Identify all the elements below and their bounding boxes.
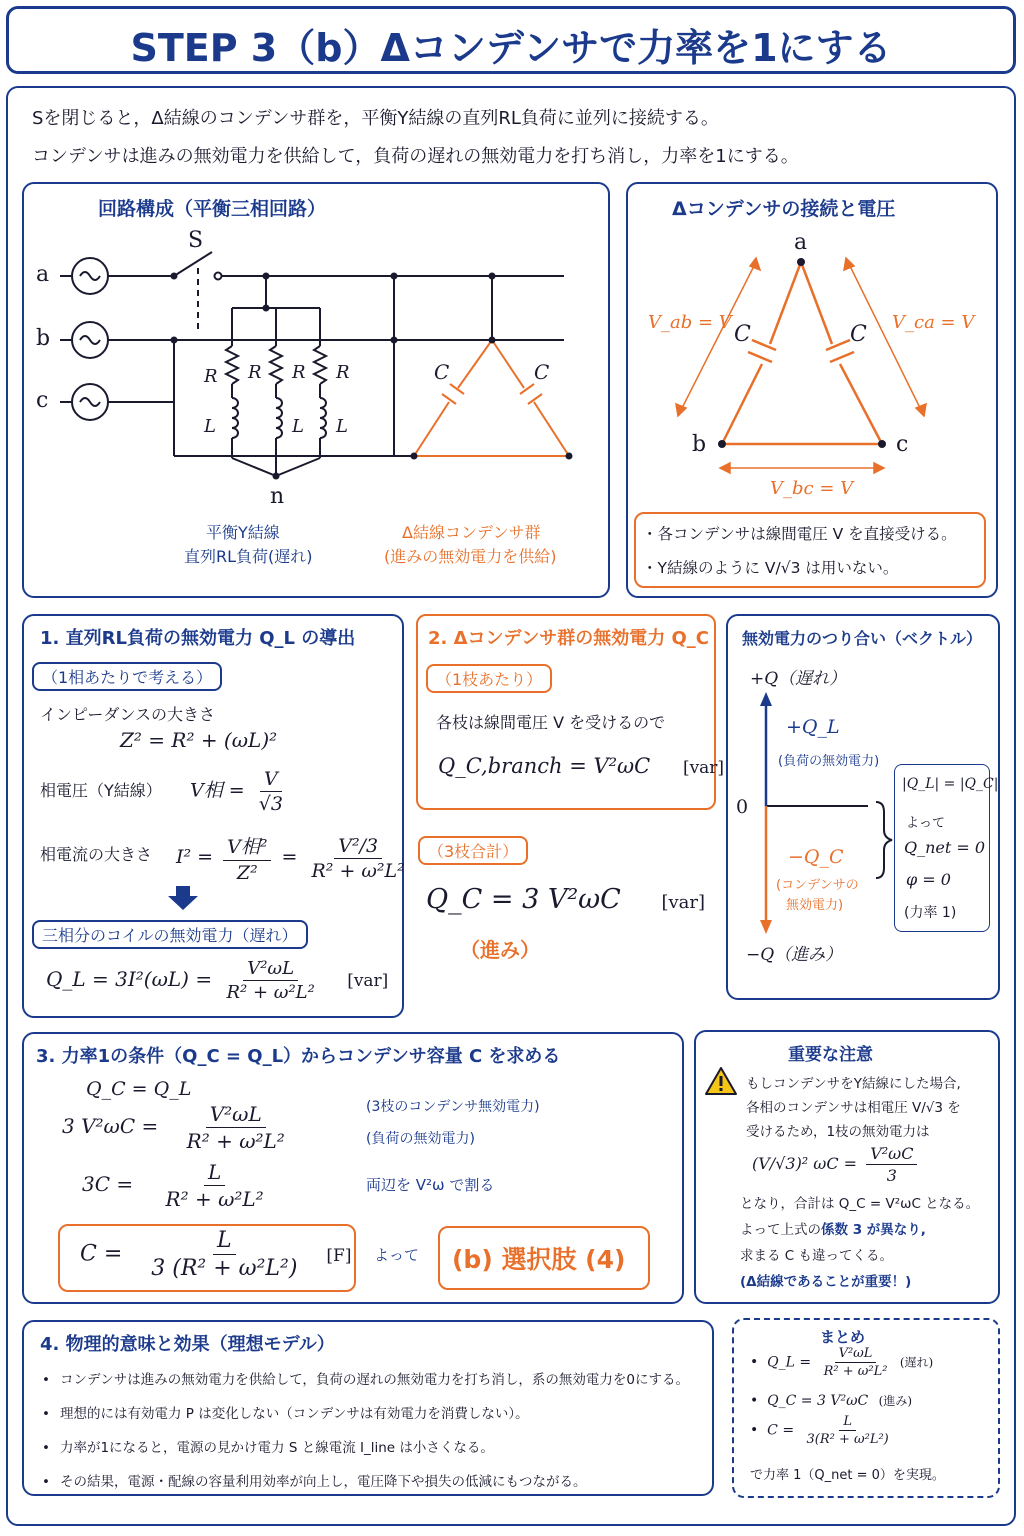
sec3-eq-2-num: V²ωL	[206, 1102, 266, 1128]
delta-vca: V_ca = V	[892, 312, 975, 333]
qc-branch-unit: [var]	[682, 758, 725, 778]
vector-result-2: よって	[906, 816, 946, 831]
brace-icon	[874, 800, 894, 880]
section-1-heading: 1. 直列RL負荷の無効電力 Q_L の導出	[40, 628, 356, 649]
sec3-eq-3	[82, 1160, 272, 1211]
caution-line-8: (Δ結線であることが重要！)	[740, 1274, 912, 1290]
final-c-unit: [F]	[326, 1245, 352, 1266]
caution-line-2: 各相のコンデンサは相電圧 V/√3 を	[746, 1100, 961, 1116]
ql-result-unit: [var]	[347, 971, 389, 991]
section-4-heading: 4. 物理的意味と効果（理想モデル）	[40, 1334, 335, 1355]
section-2-text: 各枝は線間電圧 V を受けるので	[436, 713, 666, 732]
delta-vab: V_ab = V	[648, 312, 732, 333]
summary-heading: まとめ	[820, 1328, 866, 1346]
label-r4: R	[336, 362, 350, 383]
summary-1-den: R² + ω²L²	[823, 1364, 888, 1379]
final-c-lhs: C =	[80, 1241, 123, 1267]
label-neutral: n	[270, 484, 285, 509]
label-phase-c: c	[36, 388, 49, 413]
phase-voltage-den: √3	[258, 793, 283, 815]
delta-cap-left: C	[734, 322, 751, 347]
label-l2: L	[292, 416, 304, 437]
delta-note-2: ・Y結線のように V/√3 は用いない。	[642, 559, 899, 577]
delta-node-c: c	[896, 432, 909, 457]
therefore-label: よって	[374, 1246, 420, 1264]
delta-vbc: V_bc = V	[770, 478, 854, 499]
intro-line-1: Sを閉じると，Δ結線のコンデンサ群を，平衡Y結線の直列RL負荷に並列に接続する。	[32, 108, 719, 129]
summary-3-num: L	[839, 1414, 856, 1431]
summary-3: • C = $\frac{L}{\text{3(R² + ω²L²)}}$	[750, 1414, 897, 1447]
ql-result-num: V²ωL	[243, 958, 298, 981]
cap-caption-1: Δ結線コンデンサ群	[402, 523, 541, 542]
load-caption-2: 直列RL負荷(遅れ)	[184, 547, 313, 566]
caution-line-1: もしコンデンサをY結線にした場合,	[746, 1076, 961, 1092]
label-l3: L	[336, 416, 348, 437]
vector-result-3: Q_net = 0	[904, 838, 986, 857]
caution-line-6a: よって上式の	[740, 1222, 821, 1238]
sec3-eq-3-den: R² + ω²L²	[165, 1187, 264, 1211]
summary-4: で力率 1（Q_net = 0）を実現。	[750, 1468, 945, 1483]
section-3-heading: 3. 力率1の条件（Q_C = Q_L）からコンデンサ容量 C を求める	[36, 1046, 561, 1067]
qc-total-expr: Q_C = 3 V²ωC	[426, 884, 621, 915]
sec3-note-1: (3枝のコンデンサ無効電力)	[366, 1099, 540, 1115]
sec3-eq-1: Q_C = Q_L	[86, 1078, 192, 1100]
phase-current-num2: V²/3	[334, 835, 382, 859]
delta-node-b: b	[692, 432, 707, 457]
delta-cap-right: C	[850, 322, 867, 347]
delta-diagram	[628, 240, 996, 500]
vector-minus-qc: −Q_C	[788, 846, 844, 868]
final-c-den: 3 (R² + ω²L²)	[151, 1256, 298, 1281]
vector-minus-qc-note-2: 無効電力)	[786, 898, 844, 913]
vector-result-5: (力率 1)	[904, 905, 957, 921]
section-2-heading: 2. Δコンデンサ群の無効電力 Q_C	[428, 628, 709, 649]
summary-1: • Q_L = $\frac{\text{V²ωL}}{\text{R² + ω²L²}}$ (遅れ)	[750, 1346, 934, 1379]
vector-minus-qc-note-1: (コンデンサの	[776, 878, 859, 893]
final-c-eq	[80, 1228, 351, 1281]
label-r3: R	[292, 362, 306, 383]
ql-result-lhs: Q_L = 3I²(ωL) =	[46, 967, 213, 991]
sec3-eq-3-num: L	[204, 1160, 225, 1186]
caution-line-6b: 係数 3 が異なり,	[821, 1222, 926, 1238]
caution-heading: 重要な注意	[788, 1045, 873, 1065]
summary-2-note: (進み)	[878, 1394, 913, 1408]
sec3-eq-2	[62, 1102, 293, 1153]
ql-result-den: R² + ω²L²	[226, 982, 315, 1003]
sec3-note-3: 両辺を V²ω で割る	[366, 1176, 495, 1194]
final-c-num: L	[213, 1228, 236, 1255]
summary-1-lhs: Q_L =	[767, 1354, 812, 1371]
phase-voltage-num: V	[260, 768, 282, 792]
section-2-total-pill: （3枝合計）	[418, 836, 528, 865]
phase-current-lhs: I² =	[176, 846, 214, 868]
circuit-heading: 回路構成（平衡三相回路）	[98, 198, 327, 220]
delta-note-1: ・各コンデンサは線間電圧 V を直接受ける。	[642, 525, 957, 543]
label-r2: R	[248, 362, 262, 383]
vector-plus-ql-note: (負荷の無効電力)	[778, 754, 880, 769]
label-phase-b: b	[36, 326, 51, 351]
intro-line-2: コンデンサは進みの無効電力を供給して，負荷の遅れの無効電力を打ち消し，力率を1にする。	[32, 146, 799, 167]
sec3-eq-2-den: R² + ω²L²	[186, 1129, 285, 1153]
phase-current-label: 相電流の大きさ	[40, 845, 153, 864]
vector-heading: 無効電力のつり合い（ベクトル）	[742, 629, 983, 648]
phase-current-num1: V相²	[223, 832, 271, 861]
label-c1: C	[434, 360, 450, 384]
caution-eq-den: 3	[886, 1166, 897, 1185]
caution-line-6	[740, 1218, 926, 1238]
summary-1-num: V²ωL	[835, 1346, 877, 1363]
list-item: • 力率が1になると，電源の見かけ電力 S と線電流 I_line は小さくなる。	[42, 1436, 689, 1456]
summary-2-expr: Q_C = 3 V²ωC	[767, 1393, 869, 1409]
section-1-pill: （1相あたりで考える）	[32, 662, 222, 691]
phase-voltage-lhs: V相 =	[190, 779, 245, 802]
qc-branch-expr: Q_C,branch = V²ωC	[438, 754, 651, 778]
title-box	[6, 6, 1016, 74]
qc-total-eq	[426, 884, 705, 915]
qc-total-unit: [var]	[661, 892, 705, 913]
warning-icon	[704, 1066, 738, 1096]
summary-3-lhs: C =	[767, 1422, 795, 1439]
label-r1: R	[204, 366, 218, 387]
caution-line-3: 受けるため，1枝の無効電力は	[746, 1124, 930, 1140]
caution-line-5: となり，合計は Q_C = V²ωC となる。	[740, 1196, 980, 1212]
section-1-result-pill: 三相分のコイルの無効電力（遅れ）	[32, 920, 308, 949]
label-phase-a: a	[36, 262, 50, 287]
qc-lead-label: （進み）	[460, 938, 540, 962]
phase-voltage-eq	[190, 768, 291, 815]
summary-1-note: (遅れ)	[899, 1355, 934, 1370]
down-arrow-icon	[166, 886, 200, 912]
vector-plus-ql: +Q_L	[786, 716, 840, 738]
circuit-diagram	[24, 222, 608, 522]
answer-text: (b) 選択肢 (4)	[452, 1245, 626, 1274]
phase-voltage-label: 相電圧（Y結線）	[40, 781, 162, 800]
caution-line-7: 求まる C も違ってくる。	[740, 1248, 894, 1264]
caution-eq	[752, 1144, 921, 1185]
vector-zero: 0	[736, 796, 749, 818]
summary-2: • Q_C = 3 V²ωC (進み)	[750, 1393, 913, 1409]
sec3-eq-3-lhs: 3C =	[82, 1172, 134, 1196]
vector-plus-q: +Q（遅れ）	[750, 669, 847, 689]
phase-current-den2: R² + ω²L²	[311, 859, 405, 882]
summary-3-den: 3(R² + ω²L²)	[806, 1432, 889, 1447]
label-switch: S	[188, 228, 204, 253]
sec3-note-2: (負荷の無効電力)	[366, 1131, 475, 1147]
list-item: • コンデンサは進みの無効電力を供給して，負荷の遅れの無効電力を打ち消し，系の無効電力を0にする。	[42, 1368, 689, 1388]
vector-result-1: |Q_L| = |Q_C|	[902, 776, 999, 792]
phase-current-den1: Z²	[236, 862, 258, 884]
caution-eq-num: V²ωC	[866, 1144, 917, 1165]
page-title: STEP 3（b）Δコンデンサで力率を1にする	[130, 26, 892, 70]
delta-node-a: a	[794, 230, 808, 255]
impedance-label: インピーダンスの大きさ	[40, 705, 216, 724]
vector-result-4: φ = 0	[906, 870, 951, 889]
list-item: • その結果，電源・配線の容量利用効率が向上し，電圧降下や損失の低減にもつながる。	[42, 1470, 689, 1490]
label-l1: L	[204, 416, 216, 437]
vector-minus-q: −Q（進み）	[746, 945, 843, 965]
load-caption-1: 平衡Y結線	[206, 523, 280, 542]
label-c2: C	[534, 360, 550, 384]
section-4-list	[42, 1368, 689, 1504]
delta-heading: Δコンデンサの接続と電圧	[672, 198, 896, 220]
impedance-eq: Z² = R² + (ωL)²	[120, 728, 278, 752]
section-2-pill: （1枝あたり）	[426, 664, 552, 693]
caution-eq-lhs: (V/√3)² ωC =	[752, 1154, 858, 1173]
phase-current-eq: I² = $\frac{\text{V相²}}{\text{Z²}}$ = $\frac{\text{V²/3}}{\text{R² + ω²L²}}$	[176, 832, 413, 884]
ql-result-eq	[46, 958, 388, 1003]
list-item: • 理想的には有効電力 P は変化しない（コンデンサは有効電力を消費しない）。	[42, 1402, 689, 1422]
qc-branch-eq	[438, 754, 724, 778]
sec3-eq-2-lhs: 3 V²ωC =	[62, 1114, 159, 1138]
cap-caption-2: (進みの無効電力を供給)	[384, 547, 557, 566]
